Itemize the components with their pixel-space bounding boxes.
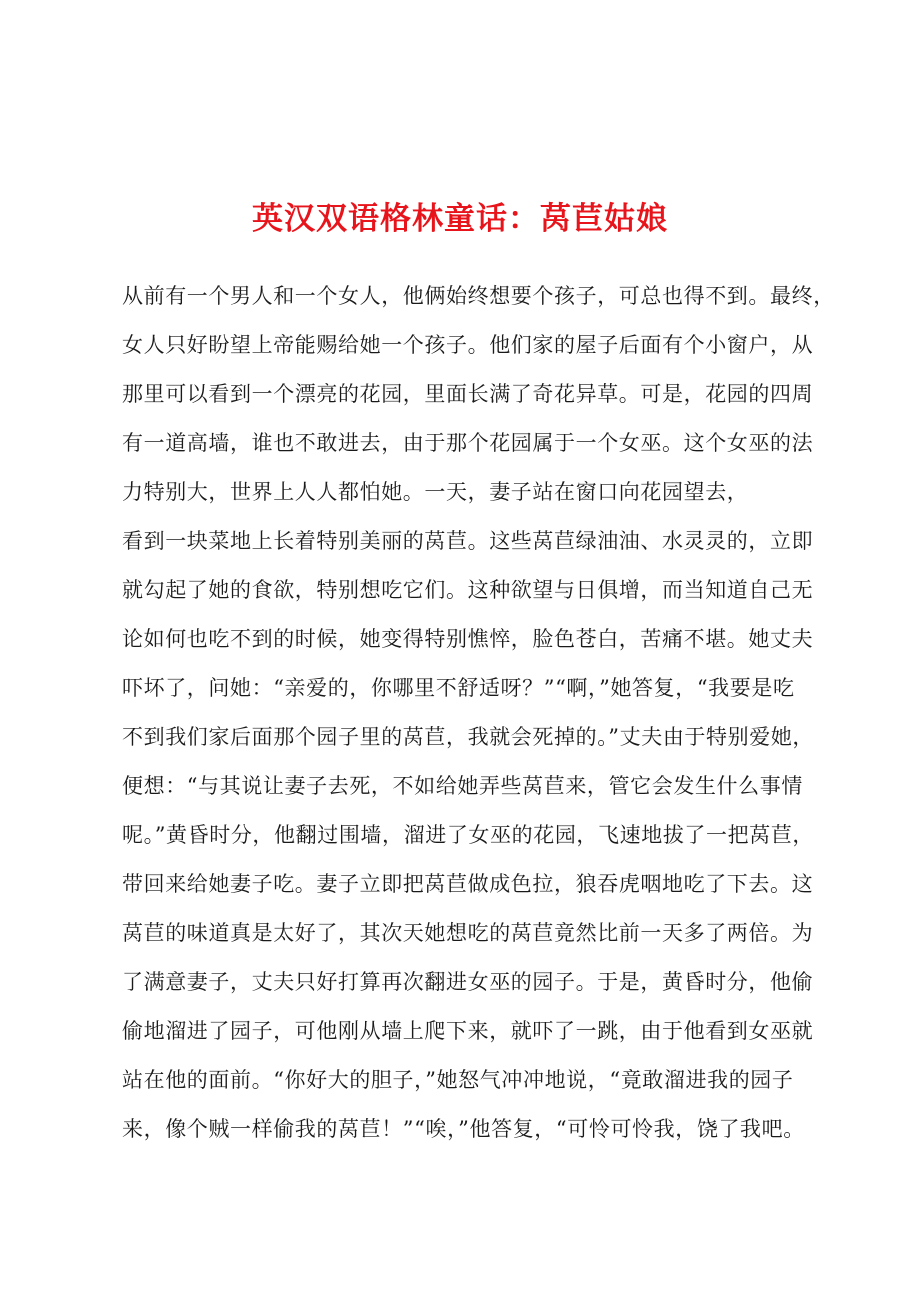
text-line: 从前有一个男人和一个女人，他俩始终想要个孩子，可总也得不到。最终， (122, 284, 835, 308)
text-line: 莴苣的味道真是太好了，其次天她想吃的莴苣竟然比前一天多了两倍。为 (122, 921, 814, 945)
text-line: 带回来给她妻子吃。妻子立即把莴苣做成色拉，狼吞虎咽地吃了下去。这 (122, 872, 814, 896)
text-line: 那里可以看到一个漂亮的花园，里面长满了奇花异草。可是，花园的四周 (122, 382, 814, 406)
document-title: 英汉双语格林童话：莴苣姑娘 (252, 201, 668, 237)
text-line: 站在他的面前。“你好大的胆子，”她怒气冲冲地说，“竟敢溜进我的园子 (122, 1068, 794, 1092)
text-line: 力特别大，世界上人人都怕她。一天，妻子站在窗口向花园望去， (122, 480, 749, 504)
text-line: 吓坏了，问她：“亲爱的，你哪里不舒适呀？”“啊，”她答复，“我要是吃 (122, 676, 795, 700)
text-line: 女人只好盼望上帝能赐给她一个孩子。他们家的屋子后面有个小窗户，从 (122, 333, 814, 357)
text-line: 了满意妻子，丈夫只好打算再次翻进女巫的园子。于是，黄昏时分，他偷 (122, 970, 814, 994)
text-line: 论如何也吃不到的时候，她变得特别憔悴，脸色苍白，苦痛不堪。她丈夫 (122, 627, 814, 651)
text-line: 就勾起了她的食欲，特别想吃它们。这种欲望与日俱增，而当知道自己无 (122, 578, 814, 602)
story-body (122, 272, 835, 1154)
text-line: 偷地溜进了园子，可他刚从墙上爬下来，就吓了一跳，由于他看到女巫就 (122, 1019, 814, 1043)
text-line: 便想：“与其说让妻子去死，不如给她弄些莴苣来，管它会发生什么事情 (122, 774, 803, 798)
text-line: 有一道高墙，谁也不敢进去，由于那个花园属于一个女巫。这个女巫的法 (122, 431, 814, 455)
text-line: 来，像个贼一样偷我的莴苣！”“唉，”他答复，“可怜可怜我，饶了我吧。 (122, 1117, 805, 1141)
text-line: 呢。”黄昏时分，他翻过围墙，溜进了女巫的花园，飞速地拔了一把莴苣， (122, 823, 815, 847)
text-line: 不到我们家后面那个园子里的莴苣，我就会死掉的。”丈夫由于特别爱她， (122, 725, 815, 749)
text-line: 看到一块菜地上长着特别美丽的莴苣。这些莴苣绿油油、水灵灵的，立即 (122, 529, 814, 553)
